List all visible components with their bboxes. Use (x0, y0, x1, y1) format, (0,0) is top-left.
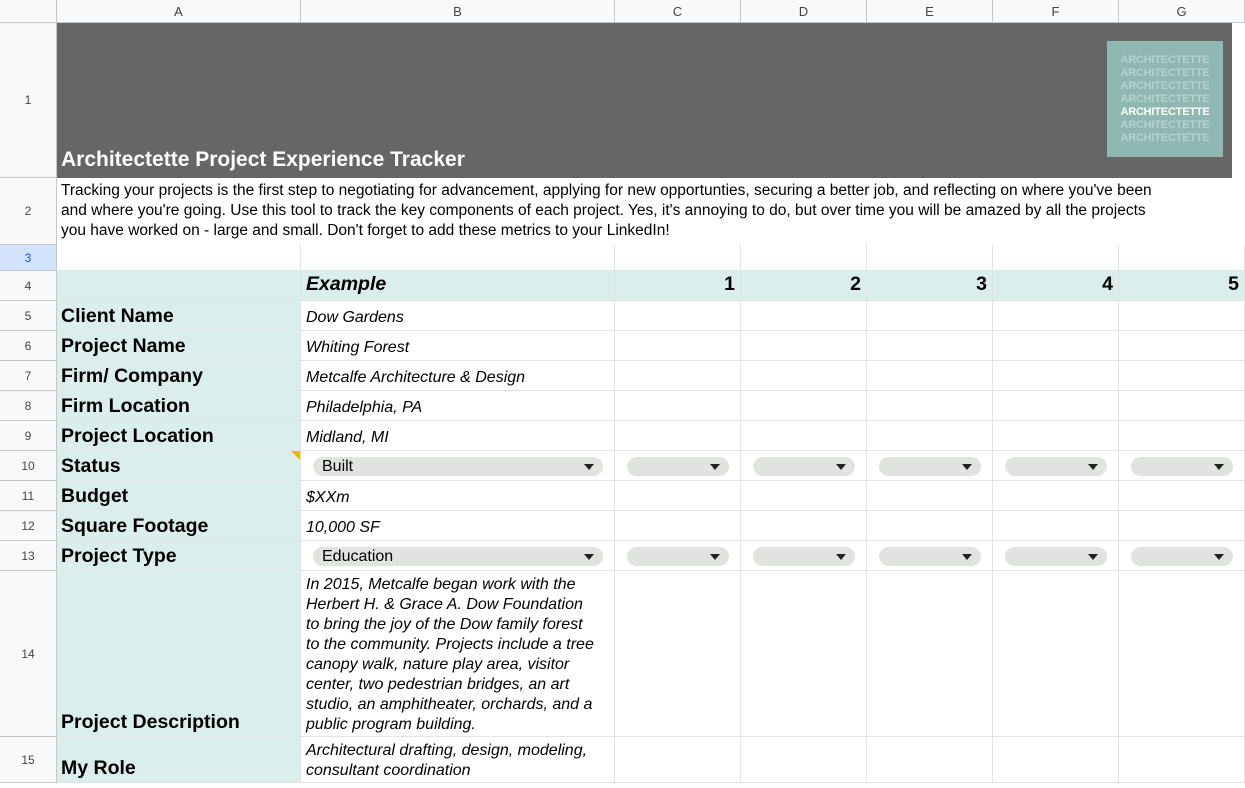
sheet-title: Architectette Project Experience Tracker (61, 148, 465, 171)
column-header-f[interactable]: F (993, 0, 1119, 23)
grid-cell[interactable] (993, 391, 1119, 421)
dropdown-arrow-icon (584, 554, 594, 560)
grid-cell[interactable] (867, 571, 993, 737)
row-header-11[interactable]: 11 (0, 481, 57, 511)
example-firm-location: Philadelphia, PA (306, 399, 423, 416)
row-header-1[interactable]: 1 (0, 23, 57, 178)
grid-cell[interactable] (301, 361, 615, 391)
grid-cell[interactable] (993, 331, 1119, 361)
row-label-project: Project Name (61, 335, 186, 357)
grid-cell[interactable] (741, 541, 867, 571)
architectette-logo (1107, 41, 1223, 157)
row-header-15[interactable]: 15 (0, 737, 57, 783)
type-dropdown-chip[interactable] (1131, 547, 1233, 566)
dropdown-arrow-icon (710, 464, 720, 470)
select-all-corner[interactable] (0, 0, 57, 23)
grid-cell[interactable] (57, 737, 301, 783)
example-sqft: 10,000 SF (306, 519, 380, 536)
description-line: to the community. Projects include a tree (306, 636, 594, 653)
empty-cell[interactable] (867, 245, 993, 271)
comment-indicator[interactable] (291, 451, 300, 460)
project-number-header: 5 (1228, 273, 1239, 295)
status-dropdown-chip[interactable] (627, 457, 729, 476)
row-header-6[interactable]: 6 (0, 331, 57, 361)
dropdown-arrow-icon (1088, 464, 1098, 470)
logo-text-line: ARCHITECTETTE (1120, 105, 1210, 118)
grid-cell[interactable] (741, 331, 867, 361)
example-client: Dow Gardens (306, 309, 404, 326)
grid-cell[interactable] (741, 421, 867, 451)
dropdown-arrow-icon (836, 554, 846, 560)
dropdown-arrow-icon (962, 464, 972, 470)
status-dropdown-chip[interactable] (879, 457, 981, 476)
grid-cell[interactable] (301, 301, 615, 331)
grid-cell[interactable] (615, 541, 741, 571)
status-dropdown-chip[interactable] (1005, 457, 1107, 476)
grid-cell[interactable] (867, 301, 993, 331)
grid-cell[interactable] (1119, 737, 1245, 783)
column-header-e[interactable]: E (867, 0, 993, 23)
grid-cell[interactable] (993, 451, 1119, 481)
grid-cell[interactable] (57, 451, 301, 481)
type-dropdown-chip[interactable] (879, 547, 981, 566)
project-number-header: 1 (724, 273, 735, 295)
header-cell[interactable] (615, 271, 741, 301)
grid-cell[interactable] (615, 301, 741, 331)
grid-cell[interactable] (867, 481, 993, 511)
grid-cell[interactable] (993, 571, 1119, 737)
grid-cell[interactable] (301, 511, 615, 541)
row-label-firm-location: Firm Location (61, 395, 190, 417)
project-number-header: 3 (976, 273, 987, 295)
grid-cell[interactable] (1119, 331, 1245, 361)
dropdown-arrow-icon (1088, 554, 1098, 560)
row-label-budget: Budget (61, 485, 129, 507)
grid-cell[interactable] (1119, 361, 1245, 391)
dropdown-arrow-icon (962, 554, 972, 560)
column-header-a[interactable]: A (57, 0, 301, 23)
grid-cell[interactable] (301, 481, 615, 511)
example-project: Whiting Forest (306, 339, 410, 356)
header-cell[interactable] (1119, 271, 1245, 301)
row-header-12[interactable]: 12 (0, 511, 57, 541)
row-header-13[interactable]: 13 (0, 541, 57, 571)
example-role (306, 741, 611, 781)
row-header-9[interactable]: 9 (0, 421, 57, 451)
empty-cell[interactable] (993, 245, 1119, 271)
row-header-4[interactable]: 4 (0, 271, 57, 301)
type-dropdown-value: Education (322, 548, 394, 565)
grid-cell[interactable] (1119, 391, 1245, 421)
grid-cell[interactable] (57, 511, 301, 541)
type-dropdown-chip[interactable] (1005, 547, 1107, 566)
grid-cell[interactable] (993, 361, 1119, 391)
row-label-description: Project Description (61, 711, 240, 733)
header-cell[interactable] (993, 271, 1119, 301)
description-line: In 2015, Metcalfe began work with the (306, 576, 576, 593)
grid-cell[interactable] (57, 301, 301, 331)
empty-cell[interactable] (1119, 245, 1245, 271)
row-label-type: Project Type (61, 545, 177, 567)
logo-text-line: ARCHITECTETTE (1120, 66, 1210, 79)
grid-cell[interactable] (301, 331, 615, 361)
grid-cell[interactable] (57, 391, 301, 421)
grid-cell[interactable] (1119, 451, 1245, 481)
description-line: canopy walk, nature play area, visitor (306, 656, 570, 673)
row-header-3[interactable]: 3 (0, 245, 57, 271)
intro-text (61, 181, 1241, 241)
grid-cell[interactable] (867, 361, 993, 391)
column-header-c[interactable]: C (615, 0, 741, 23)
description-line: center, two pedestrian bridges, an art (306, 676, 570, 693)
row-header-14[interactable]: 14 (0, 571, 57, 737)
type-dropdown-chip[interactable] (313, 547, 603, 566)
grid-cell[interactable] (741, 737, 867, 783)
description-line: Herbert H. & Grace A. Dow Foundation (306, 596, 583, 613)
grid-cell[interactable] (615, 421, 741, 451)
example-budget: $XXm (306, 489, 350, 506)
grid-cell[interactable] (57, 361, 301, 391)
intro-line: Tracking your projects is the first step to negotiating for advancement, applying for new opportunties, securing a better job, and reflecting on where you've been (61, 182, 1152, 199)
grid-cell[interactable] (301, 421, 615, 451)
grid-cell[interactable] (867, 737, 993, 783)
grid-cell[interactable] (301, 541, 615, 571)
status-dropdown-chip[interactable] (753, 457, 855, 476)
status-dropdown-chip[interactable] (313, 457, 603, 476)
example-column-header: Example (306, 273, 387, 295)
dropdown-arrow-icon (836, 464, 846, 470)
logo-text-line: ARCHITECTETTE (1120, 118, 1210, 131)
type-dropdown-chip[interactable] (753, 547, 855, 566)
grid-cell[interactable] (615, 331, 741, 361)
grid-cell[interactable] (741, 571, 867, 737)
grid-cell[interactable] (993, 481, 1119, 511)
grid-cell[interactable] (993, 541, 1119, 571)
grid-cell[interactable] (301, 451, 615, 481)
grid-cell[interactable] (615, 391, 741, 421)
project-number-header: 4 (1102, 273, 1113, 295)
grid-cell[interactable] (301, 391, 615, 421)
grid-cell[interactable] (301, 571, 615, 737)
grid-cell[interactable] (1119, 421, 1245, 451)
grid-cell[interactable] (741, 301, 867, 331)
row-header-10[interactable]: 10 (0, 451, 57, 481)
logo-text-line: ARCHITECTETTE (1120, 92, 1210, 105)
grid-cell[interactable] (615, 451, 741, 481)
grid-cell[interactable] (993, 301, 1119, 331)
grid-cell[interactable] (57, 331, 301, 361)
row-header-7[interactable]: 7 (0, 361, 57, 391)
role-line: consultant coordination (306, 762, 471, 779)
grid-cell[interactable] (615, 361, 741, 391)
dropdown-arrow-icon (710, 554, 720, 560)
grid-cell[interactable] (741, 511, 867, 541)
header-cell[interactable] (301, 271, 615, 301)
empty-cell[interactable] (741, 245, 867, 271)
grid-cell[interactable] (615, 481, 741, 511)
grid-cell[interactable] (1119, 481, 1245, 511)
row-label-role: My Role (61, 757, 136, 779)
status-dropdown-chip[interactable] (1131, 457, 1233, 476)
grid-cell[interactable] (301, 737, 615, 783)
logo-text-line: ARCHITECTETTE (1120, 79, 1210, 92)
grid-cell[interactable] (993, 421, 1119, 451)
empty-cell[interactable] (615, 245, 741, 271)
grid-cell[interactable] (867, 421, 993, 451)
description-line: to bring the joy of the Dow family forest (306, 616, 583, 633)
row-header-2[interactable]: 2 (0, 178, 57, 245)
grid-cell[interactable] (993, 511, 1119, 541)
row-label-sqft: Square Footage (61, 515, 209, 537)
column-header-g[interactable]: G (1119, 0, 1245, 23)
grid-cell[interactable] (741, 391, 867, 421)
row-header-8[interactable]: 8 (0, 391, 57, 421)
intro-line: and where you're going. Use this tool to track the key components of each project. Yes, it's annoying to do, but over time you will be amazed by all the projects (61, 202, 1146, 219)
grid-cell[interactable] (867, 541, 993, 571)
grid-cell[interactable] (57, 481, 301, 511)
row-header-5[interactable]: 5 (0, 301, 57, 331)
type-dropdown-chip[interactable] (627, 547, 729, 566)
example-firm: Metcalfe Architecture & Design (306, 369, 526, 386)
status-dropdown-value: Built (322, 458, 354, 475)
role-line: Architectural drafting, design, modeling, (306, 742, 588, 759)
row-label-client: Client Name (61, 305, 174, 327)
grid-cell[interactable] (867, 391, 993, 421)
grid-cell[interactable] (57, 541, 301, 571)
logo-text-line: ARCHITECTETTE (1120, 53, 1210, 66)
grid-cell[interactable] (57, 421, 301, 451)
grid-cell[interactable] (615, 571, 741, 737)
grid-cell[interactable] (741, 451, 867, 481)
grid-cell[interactable] (867, 511, 993, 541)
grid-cell[interactable] (741, 361, 867, 391)
header-cell[interactable] (57, 271, 301, 301)
grid-cell[interactable] (867, 331, 993, 361)
row-label-firm: Firm/ Company (61, 365, 203, 387)
grid-cell[interactable] (1119, 301, 1245, 331)
grid-cell[interactable] (1119, 571, 1245, 737)
row-label-status: Status (61, 455, 121, 477)
grid-cell[interactable] (57, 571, 301, 737)
example-description (306, 575, 611, 735)
description-line: studio, an amphitheater, orchards, and a (306, 696, 593, 713)
header-cell[interactable] (741, 271, 867, 301)
intro-line: you have worked on - large and small. Don't forget to add these metrics to your LinkedIn! (61, 222, 670, 239)
header-cell[interactable] (867, 271, 993, 301)
grid-cell[interactable] (1119, 511, 1245, 541)
grid-cell[interactable] (615, 737, 741, 783)
grid-cell[interactable] (1119, 541, 1245, 571)
logo-text-line: ARCHITECTETTE (1120, 131, 1210, 144)
description-line: public program building. (306, 716, 476, 733)
column-header-d[interactable]: D (741, 0, 867, 23)
row-label-project-location: Project Location (61, 425, 214, 447)
empty-cell[interactable] (301, 245, 615, 271)
grid-cell[interactable] (615, 511, 741, 541)
example-project-location: Midland, MI (306, 429, 389, 446)
grid-cell[interactable] (867, 451, 993, 481)
project-number-header: 2 (850, 273, 861, 295)
dropdown-arrow-icon (1214, 554, 1224, 560)
dropdown-arrow-icon (1214, 464, 1224, 470)
grid-cell[interactable] (741, 481, 867, 511)
column-header-b[interactable]: B (301, 0, 615, 23)
grid-cell[interactable] (993, 737, 1119, 783)
empty-cell[interactable] (57, 245, 301, 271)
dropdown-arrow-icon (584, 464, 594, 470)
